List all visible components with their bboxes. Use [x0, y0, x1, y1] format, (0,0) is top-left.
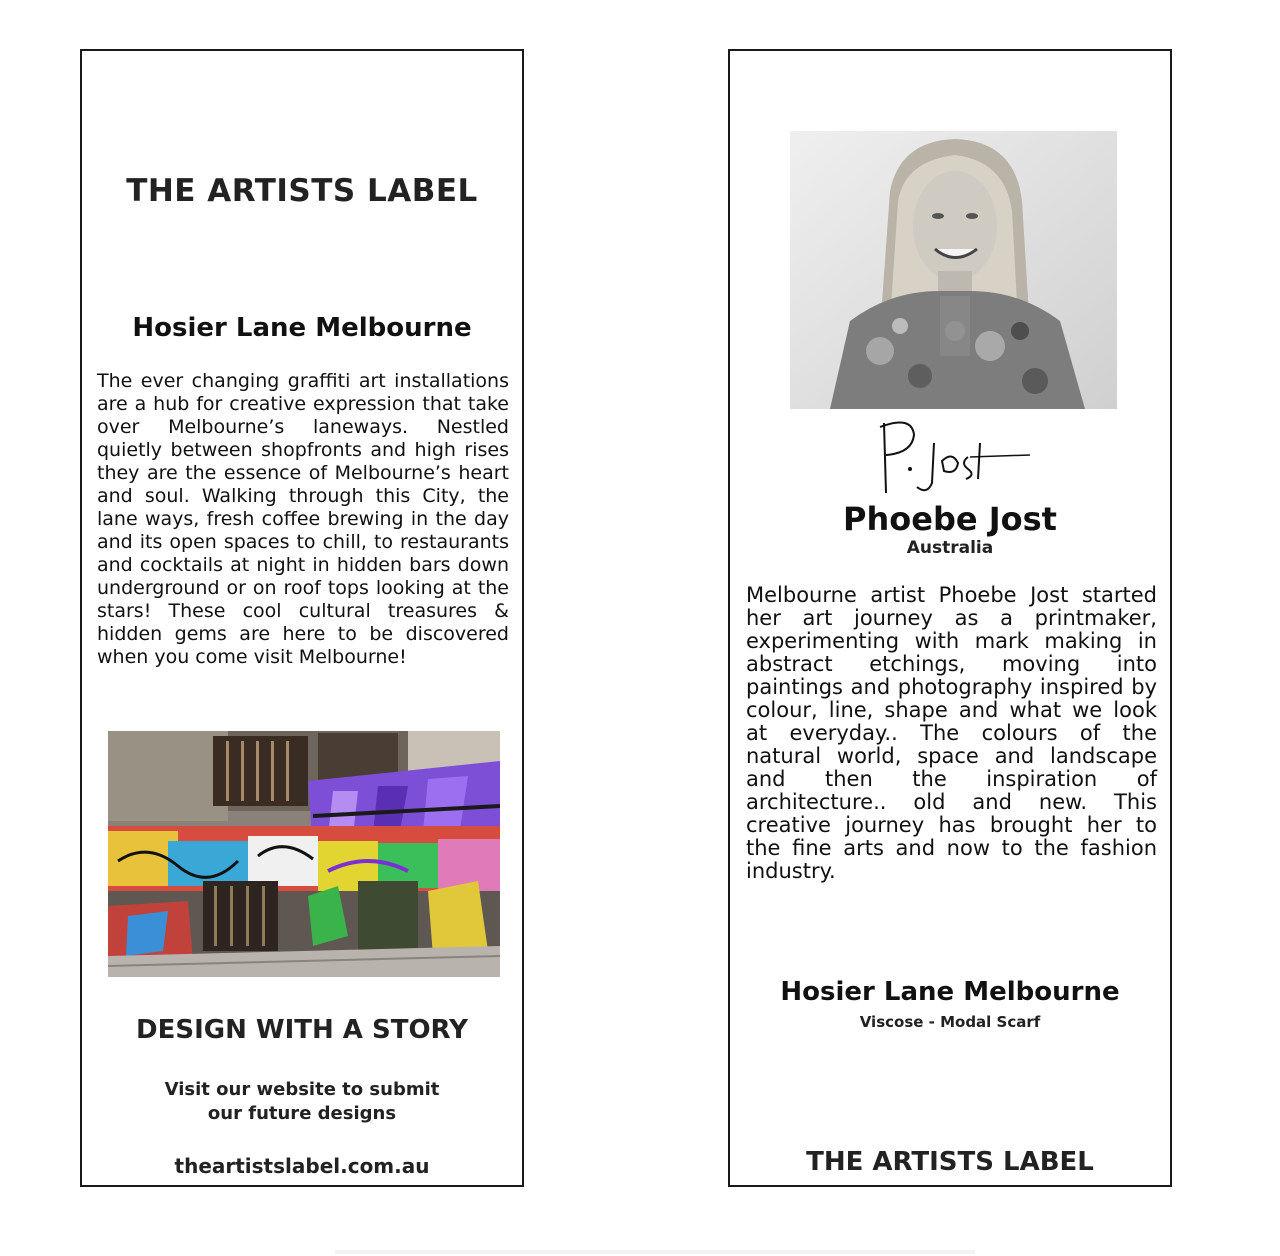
page-edge-divider — [335, 1250, 975, 1254]
website-link[interactable]: theartistslabel.com.au — [174, 1154, 430, 1178]
story-card-right — [728, 49, 1172, 1187]
graffiti-wall-photo — [108, 731, 500, 977]
design-tagline: DESIGN WITH A STORY — [136, 1015, 468, 1045]
brand-footer: THE ARTISTS LABEL — [806, 1147, 1094, 1177]
submit-line-1: Visit our website to submit — [164, 1079, 440, 1100]
brand-title: THE ARTISTS LABEL — [126, 173, 478, 209]
submit-line-2: our future designs — [207, 1103, 397, 1124]
artist-name: Phoebe Jost — [843, 500, 1057, 538]
submit-designs-note — [82, 1078, 522, 1126]
artist-portrait-photo — [790, 131, 1117, 409]
product-material: Viscose - Modal Scarf — [859, 1013, 1041, 1031]
product-name: Hosier Lane Melbourne — [780, 977, 1120, 1007]
artist-signature — [872, 413, 1032, 505]
artist-country: Australia — [906, 538, 994, 558]
location-heading: Hosier Lane Melbourne — [132, 313, 472, 343]
location-description: The ever changing graffiti art installations are a hub for creative expression that take over Melbourne’s laneways. Nestled quietly between shopfronts and high rises they are the essence of Melbourne’s heart and soul. Walking through this City, the lane ways, fresh coffee brewing in the day and its open spaces to chill, to restaurants and cocktails at night in hidden bars down underground or on roof tops looking at the stars! These cool cultural treasures & hidden gems are here to be discovered when you come visit Melbourne! — [97, 370, 509, 668]
story-card-left — [80, 49, 524, 1187]
artist-bio: Melbourne artist Phoebe Jost started her art journey as a printmaker, experimenting with mark making in abstract etchings, moving into paintings and photography inspired by colour, line, shape and what we look at everyday.. The colours of the natural world, space and landscape and then the inspiration of architecture.. old and new. This creative journey has brought her to the fine arts and now to the fashion industry. — [746, 583, 1157, 883]
